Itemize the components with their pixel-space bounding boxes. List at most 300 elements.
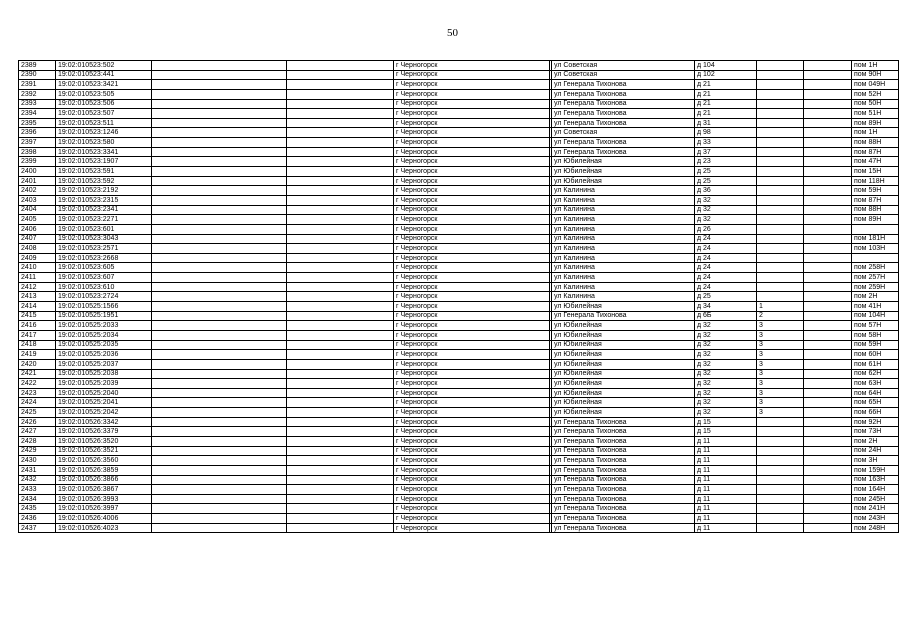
empty-cell — [152, 340, 287, 350]
street-cell: ул Калинина — [552, 244, 695, 254]
table-row — [19, 61, 899, 71]
row-number-cell: 2404 — [19, 205, 56, 215]
cadastral-number-cell: 19:02:010526:3867 — [56, 485, 152, 495]
room-cell: пом 57Н — [852, 321, 899, 331]
cadastral-number-cell: 19:02:010525:2035 — [56, 340, 152, 350]
house-cell: д 33 — [695, 138, 757, 148]
table-row — [19, 80, 899, 90]
building-cell — [757, 99, 804, 109]
table-row — [19, 311, 899, 321]
table-row — [19, 253, 899, 263]
house-cell: д 11 — [695, 475, 757, 485]
room-cell: пом 64Н — [852, 388, 899, 398]
table-row — [19, 446, 899, 456]
empty-cell — [287, 234, 394, 244]
empty-cell — [152, 99, 287, 109]
empty-cell — [287, 195, 394, 205]
row-number-cell: 2399 — [19, 157, 56, 167]
empty-cell — [152, 167, 287, 177]
city-cell: г Черногорск — [394, 253, 550, 263]
building-cell — [757, 234, 804, 244]
cadastral-number-cell: 19:02:010525:2036 — [56, 350, 152, 360]
empty-cell — [287, 321, 394, 331]
empty-cell — [287, 263, 394, 273]
empty-cell — [152, 523, 287, 533]
row-number-cell: 2416 — [19, 321, 56, 331]
street-cell: ул Генерала Тихонова — [552, 109, 695, 119]
street-cell: ул Советская — [552, 128, 695, 138]
street-cell: ул Генерала Тихонова — [552, 456, 695, 466]
empty-cell — [152, 408, 287, 418]
city-cell: г Черногорск — [394, 359, 550, 369]
empty-cell — [152, 61, 287, 71]
house-cell: д 11 — [695, 485, 757, 495]
empty-cell — [287, 485, 394, 495]
empty-cell — [287, 70, 394, 80]
row-number-cell: 2411 — [19, 273, 56, 283]
empty-cell — [287, 186, 394, 196]
street-cell: ул Генерала Тихонова — [552, 80, 695, 90]
table-row — [19, 128, 899, 138]
street-cell: ул Калинина — [552, 282, 695, 292]
table-row — [19, 369, 899, 379]
room-cell: пом 52Н — [852, 89, 899, 99]
street-cell: ул Генерала Тихонова — [552, 465, 695, 475]
house-cell: д 24 — [695, 282, 757, 292]
table-row — [19, 417, 899, 427]
cadastral-number-cell: 19:02:010526:3866 — [56, 475, 152, 485]
house-cell: д 24 — [695, 273, 757, 283]
city-cell: г Черногорск — [394, 302, 550, 312]
cadastral-number-cell: 19:02:010525:2041 — [56, 398, 152, 408]
city-cell: г Черногорск — [394, 128, 550, 138]
row-number-cell: 2420 — [19, 359, 56, 369]
city-cell: г Черногорск — [394, 321, 550, 331]
room-cell: пом 59Н — [852, 340, 899, 350]
empty-cell — [804, 99, 852, 109]
house-cell: д 32 — [695, 321, 757, 331]
street-cell: ул Генерала Тихонова — [552, 514, 695, 524]
table-row — [19, 109, 899, 119]
house-cell: д 32 — [695, 388, 757, 398]
building-cell — [757, 292, 804, 302]
table-row — [19, 485, 899, 495]
city-cell: г Черногорск — [394, 388, 550, 398]
house-cell: д 11 — [695, 465, 757, 475]
building-cell — [757, 436, 804, 446]
table-row — [19, 427, 899, 437]
cadastral-number-cell: 19:02:010526:3342 — [56, 417, 152, 427]
cadastral-number-cell: 19:02:010523:605 — [56, 263, 152, 273]
row-number-cell: 2395 — [19, 118, 56, 128]
empty-cell — [152, 417, 287, 427]
empty-cell — [152, 485, 287, 495]
row-number-cell: 2424 — [19, 398, 56, 408]
building-cell — [757, 80, 804, 90]
table-row — [19, 302, 899, 312]
empty-cell — [152, 504, 287, 514]
city-cell: г Черногорск — [394, 282, 550, 292]
row-number-cell: 2397 — [19, 138, 56, 148]
house-cell: д 11 — [695, 523, 757, 533]
house-cell: д 21 — [695, 109, 757, 119]
room-cell: пом 58Н — [852, 330, 899, 340]
table-row — [19, 99, 899, 109]
city-cell: г Черногорск — [394, 176, 550, 186]
row-number-cell: 2418 — [19, 340, 56, 350]
empty-cell — [804, 369, 852, 379]
house-cell: д 32 — [695, 350, 757, 360]
city-cell: г Черногорск — [394, 311, 550, 321]
street-cell: ул Калинина — [552, 273, 695, 283]
empty-cell — [152, 215, 287, 225]
house-cell: д 32 — [695, 408, 757, 418]
empty-cell — [152, 369, 287, 379]
building-cell — [757, 215, 804, 225]
empty-cell — [804, 302, 852, 312]
empty-cell — [152, 273, 287, 283]
city-cell: г Черногорск — [394, 475, 550, 485]
room-cell: пом 241Н — [852, 504, 899, 514]
room-cell: пом 90Н — [852, 70, 899, 80]
empty-cell — [804, 446, 852, 456]
empty-cell — [287, 89, 394, 99]
empty-cell — [152, 253, 287, 263]
room-cell: пом 259Н — [852, 282, 899, 292]
room-cell: пом 62Н — [852, 369, 899, 379]
empty-cell — [287, 475, 394, 485]
room-cell: пом 87Н — [852, 195, 899, 205]
empty-cell — [152, 195, 287, 205]
street-cell: ул Генерала Тихонова — [552, 417, 695, 427]
room-cell: пом 159Н — [852, 465, 899, 475]
city-cell: г Черногорск — [394, 109, 550, 119]
cadastral-number-cell: 19:02:010526:3997 — [56, 504, 152, 514]
empty-cell — [152, 138, 287, 148]
table-row — [19, 176, 899, 186]
street-cell: ул Калинина — [552, 263, 695, 273]
room-cell: пом 118Н — [852, 176, 899, 186]
building-cell — [757, 514, 804, 524]
city-cell: г Черногорск — [394, 157, 550, 167]
room-cell: пом 59Н — [852, 186, 899, 196]
building-cell — [757, 253, 804, 263]
empty-cell — [287, 436, 394, 446]
cadastral-number-cell: 19:02:010525:1566 — [56, 302, 152, 312]
street-cell: ул Генерала Тихонова — [552, 446, 695, 456]
city-cell: г Черногорск — [394, 99, 550, 109]
street-cell: ул Юбилейная — [552, 157, 695, 167]
empty-cell — [152, 205, 287, 215]
cadastral-number-cell: 19:02:010525:1951 — [56, 311, 152, 321]
street-cell: ул Генерала Тихонова — [552, 436, 695, 446]
street-cell: ул Генерала Тихонова — [552, 475, 695, 485]
room-cell — [852, 253, 899, 263]
street-cell: ул Калинина — [552, 195, 695, 205]
building-cell: 3 — [757, 350, 804, 360]
room-cell: пом 163Н — [852, 475, 899, 485]
room-cell: пом 243Н — [852, 514, 899, 524]
building-cell: 3 — [757, 388, 804, 398]
row-number-cell: 2425 — [19, 408, 56, 418]
cadastral-number-cell: 19:02:010523:2271 — [56, 215, 152, 225]
street-cell: ул Генерала Тихонова — [552, 523, 695, 533]
row-number-cell: 2394 — [19, 109, 56, 119]
city-cell: г Черногорск — [394, 244, 550, 254]
empty-cell — [152, 282, 287, 292]
city-cell: г Черногорск — [394, 118, 550, 128]
empty-cell — [152, 263, 287, 273]
street-cell: ул Генерала Тихонова — [552, 147, 695, 157]
table-row — [19, 523, 899, 533]
register-table-body — [19, 61, 899, 533]
street-cell: ул Юбилейная — [552, 388, 695, 398]
street-cell: ул Генерала Тихонова — [552, 494, 695, 504]
empty-cell — [287, 494, 394, 504]
empty-cell — [152, 514, 287, 524]
table-row — [19, 379, 899, 389]
street-cell: ул Юбилейная — [552, 340, 695, 350]
empty-cell — [287, 224, 394, 234]
table-row — [19, 89, 899, 99]
house-cell: д 11 — [695, 494, 757, 504]
street-cell: ул Юбилейная — [552, 359, 695, 369]
empty-cell — [152, 234, 287, 244]
table-row — [19, 456, 899, 466]
city-cell: г Черногорск — [394, 147, 550, 157]
cadastral-number-cell: 19:02:010525:2039 — [56, 379, 152, 389]
row-number-cell: 2431 — [19, 465, 56, 475]
empty-cell — [152, 359, 287, 369]
cadastral-number-cell: 19:02:010523:2315 — [56, 195, 152, 205]
room-cell: пом 63Н — [852, 379, 899, 389]
city-cell: г Черногорск — [394, 465, 550, 475]
empty-cell — [804, 70, 852, 80]
cadastral-number-cell: 19:02:010526:3993 — [56, 494, 152, 504]
building-cell — [757, 465, 804, 475]
room-cell: пом 245Н — [852, 494, 899, 504]
city-cell: г Черногорск — [394, 417, 550, 427]
row-number-cell: 2437 — [19, 523, 56, 533]
house-cell: д 21 — [695, 89, 757, 99]
city-cell: г Черногорск — [394, 446, 550, 456]
row-number-cell: 2410 — [19, 263, 56, 273]
empty-cell — [287, 311, 394, 321]
empty-cell — [804, 263, 852, 273]
city-cell: г Черногорск — [394, 427, 550, 437]
empty-cell — [804, 330, 852, 340]
building-cell — [757, 263, 804, 273]
city-cell: г Черногорск — [394, 186, 550, 196]
building-cell — [757, 128, 804, 138]
empty-cell — [287, 388, 394, 398]
house-cell: д 32 — [695, 340, 757, 350]
table-row — [19, 475, 899, 485]
city-cell: г Черногорск — [394, 224, 550, 234]
city-cell: г Черногорск — [394, 504, 550, 514]
house-cell: д 25 — [695, 167, 757, 177]
empty-cell — [804, 350, 852, 360]
row-number-cell: 2400 — [19, 167, 56, 177]
room-cell: пом 15Н — [852, 167, 899, 177]
empty-cell — [804, 417, 852, 427]
table-row — [19, 436, 899, 446]
cadastral-number-cell: 19:02:010523:2341 — [56, 205, 152, 215]
cadastral-number-cell: 19:02:010523:591 — [56, 167, 152, 177]
table-row — [19, 224, 899, 234]
empty-cell — [804, 436, 852, 446]
house-cell: д 11 — [695, 436, 757, 446]
table-row — [19, 504, 899, 514]
cadastral-number-cell: 19:02:010523:580 — [56, 138, 152, 148]
building-cell — [757, 186, 804, 196]
city-cell: г Черногорск — [394, 523, 550, 533]
house-cell: д 36 — [695, 186, 757, 196]
empty-cell — [804, 176, 852, 186]
empty-cell — [804, 456, 852, 466]
house-cell: д 31 — [695, 118, 757, 128]
empty-cell — [287, 330, 394, 340]
building-cell — [757, 167, 804, 177]
city-cell: г Черногорск — [394, 350, 550, 360]
table-row — [19, 330, 899, 340]
row-number-cell: 2402 — [19, 186, 56, 196]
room-cell: пом 1Н — [852, 128, 899, 138]
empty-cell — [152, 128, 287, 138]
building-cell — [757, 456, 804, 466]
row-number-cell: 2427 — [19, 427, 56, 437]
row-number-cell: 2433 — [19, 485, 56, 495]
table-row — [19, 263, 899, 273]
cadastral-number-cell: 19:02:010526:3521 — [56, 446, 152, 456]
empty-cell — [804, 186, 852, 196]
empty-cell — [287, 157, 394, 167]
room-cell: пом 88Н — [852, 138, 899, 148]
city-cell: г Черногорск — [394, 80, 550, 90]
empty-cell — [287, 340, 394, 350]
cadastral-number-cell: 19:02:010523:505 — [56, 89, 152, 99]
row-number-cell: 2393 — [19, 99, 56, 109]
empty-cell — [287, 292, 394, 302]
empty-cell — [287, 138, 394, 148]
empty-cell — [804, 234, 852, 244]
street-cell: ул Юбилейная — [552, 369, 695, 379]
building-cell — [757, 89, 804, 99]
city-cell: г Черногорск — [394, 205, 550, 215]
cadastral-number-cell: 19:02:010526:3379 — [56, 427, 152, 437]
building-cell — [757, 417, 804, 427]
empty-cell — [287, 205, 394, 215]
empty-cell — [287, 244, 394, 254]
street-cell: ул Юбилейная — [552, 167, 695, 177]
table-row — [19, 195, 899, 205]
empty-cell — [287, 147, 394, 157]
street-cell: ул Калинина — [552, 234, 695, 244]
table-row — [19, 321, 899, 331]
building-cell — [757, 109, 804, 119]
house-cell: д 24 — [695, 234, 757, 244]
street-cell: ул Юбилейная — [552, 176, 695, 186]
house-cell: д 32 — [695, 359, 757, 369]
house-cell: д 37 — [695, 147, 757, 157]
cadastral-number-cell: 19:02:010523:2571 — [56, 244, 152, 254]
cadastral-number-cell: 19:02:010523:2668 — [56, 253, 152, 263]
cadastral-number-cell: 19:02:010525:2040 — [56, 388, 152, 398]
city-cell: г Черногорск — [394, 292, 550, 302]
street-cell: ул Генерала Тихонова — [552, 427, 695, 437]
row-number-cell: 2403 — [19, 195, 56, 205]
room-cell: пом 89Н — [852, 215, 899, 225]
city-cell: г Черногорск — [394, 379, 550, 389]
empty-cell — [287, 456, 394, 466]
street-cell: ул Генерала Тихонова — [552, 485, 695, 495]
city-cell: г Черногорск — [394, 273, 550, 283]
room-cell: пом 60Н — [852, 350, 899, 360]
empty-cell — [152, 147, 287, 157]
row-number-cell: 2436 — [19, 514, 56, 524]
table-row — [19, 167, 899, 177]
house-cell: д 11 — [695, 514, 757, 524]
building-cell — [757, 504, 804, 514]
house-cell: д 34 — [695, 302, 757, 312]
street-cell: ул Советская — [552, 61, 695, 71]
empty-cell — [804, 359, 852, 369]
house-cell: д 6Б — [695, 311, 757, 321]
cadastral-number-cell: 19:02:010523:592 — [56, 176, 152, 186]
street-cell: ул Калинина — [552, 205, 695, 215]
table-row — [19, 186, 899, 196]
empty-cell — [804, 89, 852, 99]
building-cell — [757, 244, 804, 254]
room-cell: пом 24Н — [852, 446, 899, 456]
building-cell — [757, 446, 804, 456]
empty-cell — [804, 379, 852, 389]
empty-cell — [287, 427, 394, 437]
row-number-cell: 2422 — [19, 379, 56, 389]
cadastral-number-cell: 19:02:010526:3560 — [56, 456, 152, 466]
room-cell: пом 181Н — [852, 234, 899, 244]
building-cell — [757, 485, 804, 495]
row-number-cell: 2428 — [19, 436, 56, 446]
house-cell: д 15 — [695, 417, 757, 427]
street-cell: ул Генерала Тихонова — [552, 118, 695, 128]
city-cell: г Черногорск — [394, 330, 550, 340]
house-cell: д 26 — [695, 224, 757, 234]
empty-cell — [287, 167, 394, 177]
empty-cell — [804, 292, 852, 302]
room-cell — [852, 224, 899, 234]
empty-cell — [152, 388, 287, 398]
table-row — [19, 273, 899, 283]
street-cell: ул Генерала Тихонова — [552, 504, 695, 514]
row-number-cell: 2406 — [19, 224, 56, 234]
row-number-cell: 2419 — [19, 350, 56, 360]
cadastral-number-cell: 19:02:010523:3043 — [56, 234, 152, 244]
street-cell: ул Советская — [552, 70, 695, 80]
empty-cell — [287, 446, 394, 456]
empty-cell — [287, 273, 394, 283]
empty-cell — [287, 408, 394, 418]
row-number-cell: 2392 — [19, 89, 56, 99]
building-cell — [757, 282, 804, 292]
cadastral-number-cell: 19:02:010523:441 — [56, 70, 152, 80]
page-number: 50 — [447, 27, 458, 39]
city-cell: г Черногорск — [394, 215, 550, 225]
row-number-cell: 2434 — [19, 494, 56, 504]
cadastral-number-cell: 19:02:010526:3859 — [56, 465, 152, 475]
row-number-cell: 2398 — [19, 147, 56, 157]
row-number-cell: 2391 — [19, 80, 56, 90]
